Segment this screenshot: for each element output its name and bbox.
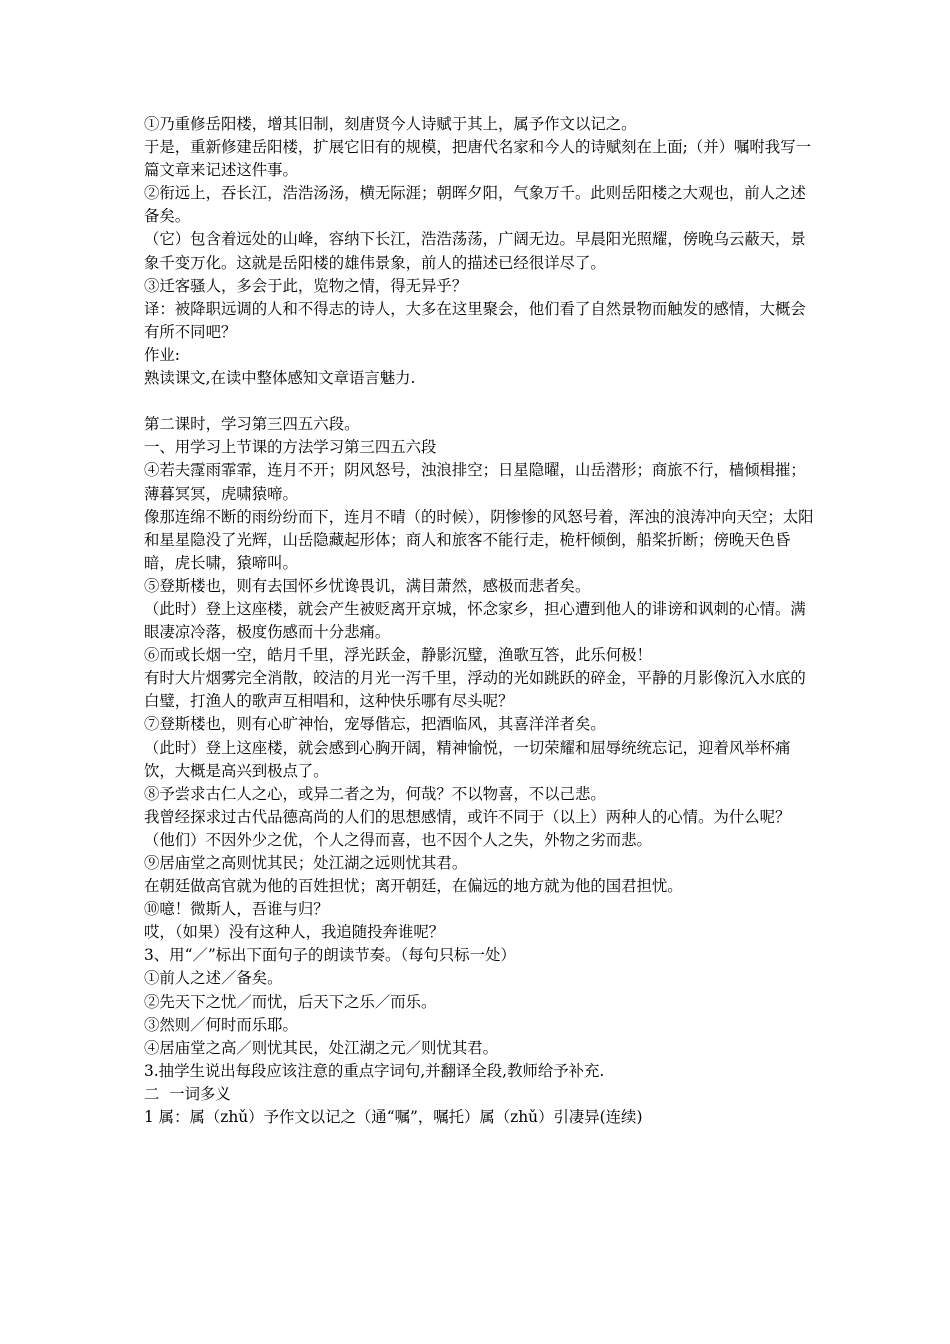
paragraph: 像那连绵不断的雨纷纷而下，连月不晴（的时候），阴惨惨的风怒号着，浑浊的浪涛冲向天空；太阳和星星隐没了光辉，山岳隐藏起形体；商人和旅客不能行走，桅杆倾倒，船桨折断；傍晚天色昏暗，虎长啸，猿啼叫。 [144,507,814,572]
paragraph: 3、用“／”标出下面句子的朗读节奏。（每句只标一处） [144,946,516,965]
paragraph: ⑧予尝求古仁人之心，或异二者之为，何哉？不以物喜，不以己悲。 [144,784,606,803]
paragraph: 熟读课文,在读中整体感知文章语言魅力. [144,369,416,388]
paragraph: 作业: [144,345,180,364]
paragraph: （此时）登上这座楼，就会产生被贬离开京城，怀念家乡，担心遭到他人的诽谤和讽刺的心情。满眼凄凉冷落，极度伤感而十分悲痛。 [144,599,806,642]
blank-line [144,390,814,413]
paragraph: 译：被降职远调的人和不得志的诗人，大多在这里聚会，他们看了自然景物而触发的感情，大概会有所不同吧？ [144,299,806,341]
paragraph: ①前人之述／备矣。 [144,969,283,988]
paragraph: ⑦登斯楼也，则有心旷神怡，宠辱偕忘，把酒临风，其喜洋洋者矣。 [144,715,606,734]
paragraph: 在朝廷做高官就为他的百姓担忧；离开朝廷，在偏远的地方就为他的国君担忧。 [144,877,683,896]
paragraph: 我曾经探求过古代品德高尚的人们的思想感情，或许不同于（以上）两种人的心情。为什么呢？（他们）不因外少之优，个人之得而喜，也不因个人之失，外物之劣而悲。 [144,807,791,849]
paragraph: 3.抽学生说出每段应该注意的重点字词句,并翻译全段,教师给予补充. [144,1061,605,1080]
paragraph: 有时大片烟雾完全消散，皎洁的月光一泻千里，浮动的光如跳跃的碎金，平静的月影像沉入水底的白璧，打渔人的歌声互相唱和，这种快乐哪有尽头呢？ [144,669,806,711]
paragraph: ③迁客骚人，多会于此，览物之情，得无异乎？ [144,276,468,295]
paragraph: 第二课时，学习第三四五六段。 [144,415,360,434]
paragraph: 哎，（如果）没有这种人，我追随投奔谁呢？ [144,923,445,942]
paragraph: （它）包含着远处的山峰，容纳下长江，浩浩荡荡，广阔无边。早晨阳光照耀，傍晚乌云蔽天，景象千变万化。这就是岳阳楼的雄伟景象，前人的描述已经很详尽了。 [144,230,806,272]
document-body [144,113,814,1129]
paragraph: ③然则／何时而乐耶。 [144,1015,298,1034]
paragraph: ⑥而或长烟一空，皓月千里，浮光跃金，静影沉璧，渔歌互答，此乐何极！ [144,646,652,665]
paragraph: ②先天下之忧／而忧，后天下之乐／而乐。 [144,992,437,1011]
paragraph: 于是，重新修建岳阳楼，扩展它旧有的规模，把唐代名家和今人的诗赋刻在上面;（并）嘱咐我写一篇文章来记述这件事。 [144,138,811,180]
paragraph: ⑩噫！微斯人，吾谁与归？ [144,900,329,919]
paragraph: ④居庙堂之高／则忧其民，处江湖之元／则忧其君。 [144,1038,498,1057]
paragraph: ④若夫霪雨霏霏，连月不开；阴风怒号，浊浪排空；日星隐曜，山岳潜形；商旅不行，樯倾楫摧；薄暮冥冥，虎啸猿啼。 [144,461,806,503]
paragraph: 二 一词多义 [144,1084,231,1103]
paragraph: 1 属：属（zhǔ）予作文以记之（通“嘱”，嘱托）属（zhǔ）引凄异(连续) [144,1108,643,1127]
paragraph: ②衔远上，吞长江，浩浩汤汤，横无际涯；朝晖夕阳，气象万千。此则岳阳楼之大观也，前人之述备矣。 [144,184,806,226]
paragraph: ①乃重修岳阳楼，增其旧制，刻唐贤今人诗赋于其上，属予作文以记之。 [144,115,637,133]
paragraph: ⑨居庙堂之高则忧其民；处江湖之远则忧其君。 [144,854,468,872]
paragraph: 一、用学习上节课的方法学习第三四五六段 [144,438,437,457]
paragraph: ⑤登斯楼也，则有去国怀乡忧谗畏讥，满目萧然，感极而悲者矣。 [144,576,591,595]
paragraph: （此时）登上这座楼，就会感到心胸开阔，精神愉悦，一切荣耀和屈辱统统忘记，迎着风举杯痛饮，大概是高兴到极点了。 [144,738,791,780]
